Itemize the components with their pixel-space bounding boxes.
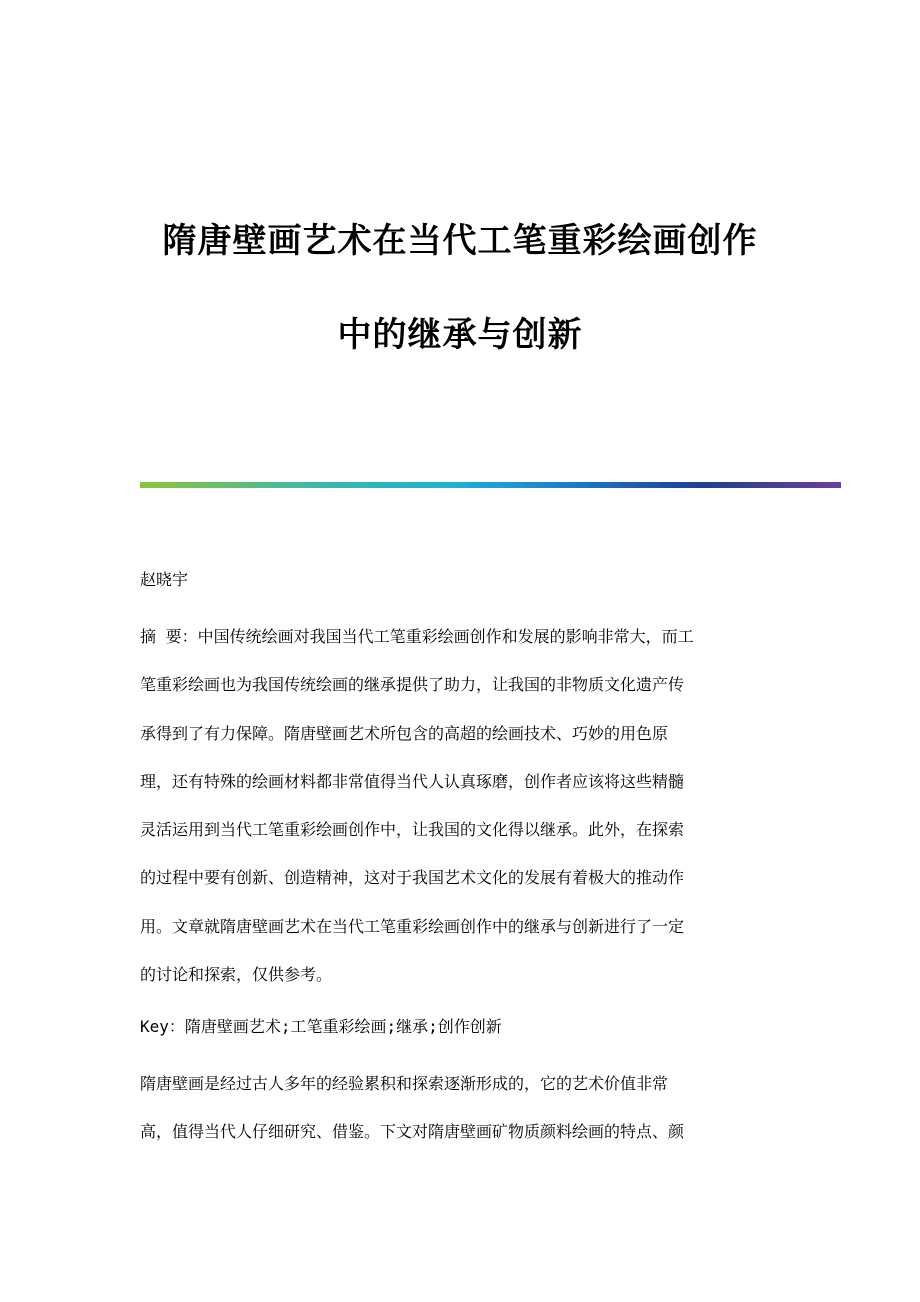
body-line: 隋唐壁画是经过古人多年的经验累积和探索逐渐形成的，它的艺术价值非常 bbox=[140, 1074, 669, 1093]
document-title-line-2: 中的继承与创新 bbox=[337, 315, 583, 355]
abstract-line: 的过程中要有创新、创造精神，这对于我国艺术文化的发展有着极大的推动作 bbox=[140, 868, 685, 888]
abstract-line: 笔重彩绘画也为我国传统绘画的继承提供了助力，让我国的非物质文化遗产传 bbox=[140, 675, 685, 695]
document-title-line-1: 隋唐壁画艺术在当代工笔重彩绘画创作 bbox=[162, 221, 758, 261]
gradient-divider bbox=[140, 482, 841, 488]
body-line: 高，值得当代人仔细研究、借鉴。下文对隋唐壁画矿物质颜料绘画的特点、颜 bbox=[140, 1122, 685, 1142]
abstract-line: 承得到了有力保障。隋唐壁画艺术所包含的高超的绘画技术、巧妙的用色原 bbox=[140, 723, 669, 743]
body-paragraph bbox=[140, 1074, 780, 1171]
abstract-line: 理，还有特殊的绘画材料都非常值得当代人认真琢磨，创作者应该将这些精髓 bbox=[140, 771, 685, 791]
abstract-line: 的讨论和探索，仅供参考。 bbox=[140, 965, 333, 985]
abstract-line: 用。文章就隋唐壁画艺术在当代工笔重彩绘画创作中的继承与创新进行了一定 bbox=[140, 916, 685, 936]
abstract-line: 灵活运用到当代工笔重彩绘画创作中，让我国的文化得以继承。此外，在探索 bbox=[140, 820, 685, 840]
abstract-line: 摘 要：中国传统绘画对我国当代工笔重彩绘画创作和发展的影响非常大，而工 bbox=[140, 627, 694, 646]
author-name: 赵晓宇 bbox=[140, 570, 189, 589]
abstract-paragraph bbox=[140, 627, 780, 1013]
keywords-line: Key：隋唐壁画艺术;工笔重彩绘画;继承;创作创新 bbox=[140, 1017, 502, 1036]
